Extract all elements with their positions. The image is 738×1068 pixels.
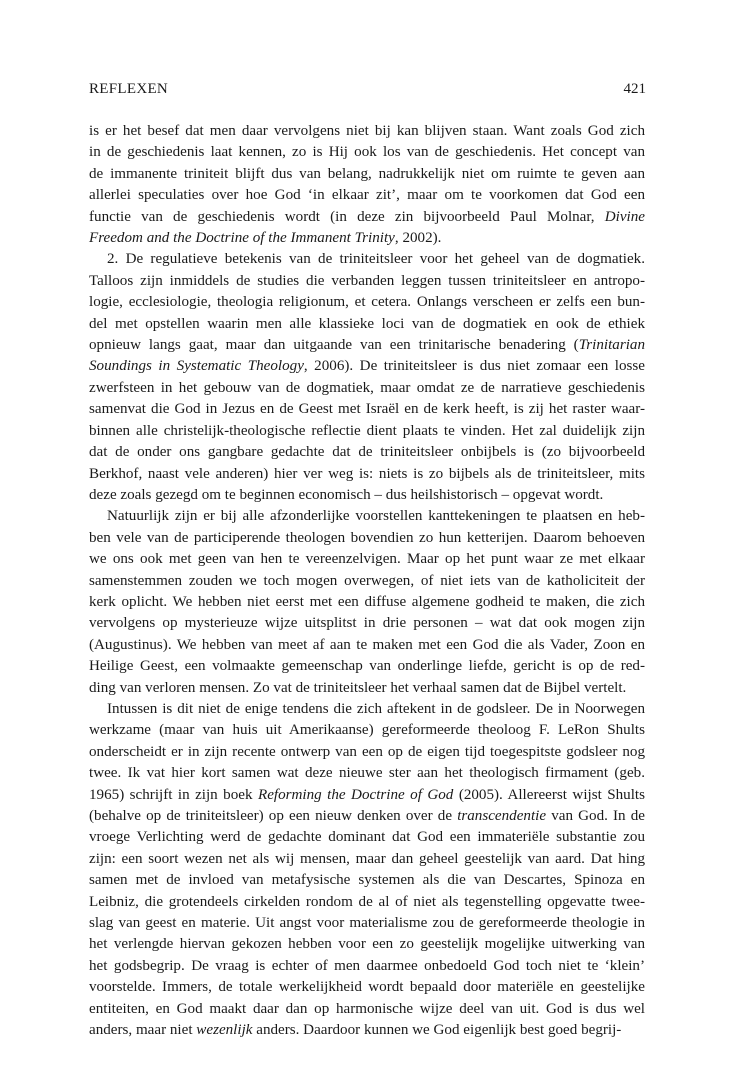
text-line <box>89 742 645 763</box>
text-segment: entiteiten, en God maakt daar dan op harmonische wijze deel van uit. God is dus wel <box>89 1000 645 1017</box>
text-line <box>89 228 645 249</box>
text-segment: Talloos zijn inmiddels de studies die verbanden leggen tussen triniteitsleer en antropo- <box>89 272 645 289</box>
text-segment: del met opstellen waarin men alle klassieke loci van de dogmatiek en ook de ethiek <box>89 315 645 332</box>
text-line <box>89 142 645 163</box>
text-line <box>89 185 645 206</box>
text-line <box>89 763 645 784</box>
text-line <box>89 506 645 527</box>
text-segment: Berkhof, naast vele anderen) hier ver weg is: niets is zo bijbels als de triniteitsleer, mits <box>89 465 645 482</box>
text-line <box>89 827 645 848</box>
text-segment: zwerfsteen in het gebouw van de dogmatiek, maar omdat ze de narratieve geschiedenis <box>89 379 645 396</box>
text-segment: samen met de invloed van metafysische systemen als die van Descartes, Spinoza en <box>89 872 645 889</box>
text-line <box>89 592 645 613</box>
text-line <box>89 549 645 570</box>
text-line <box>89 314 645 335</box>
text-segment: in de geschiedenis laat kennen, zo is Hij ook los van de geschiedenis. Het concept van <box>89 144 645 161</box>
text-segment: het verlengde hiervan gekozen hebben voor een zo geestelijk mogelijke uitwerking van <box>89 936 645 953</box>
italic-text: Trinitarian <box>578 337 645 354</box>
text-segment: samenstemmen zouden we toch mogen overwegen, of niet iets van de katholiciteit der <box>89 572 645 589</box>
text-segment: deze zoals gezegd om te beginnen economisch – dus heilshistorisch – opgevat wordt. <box>89 486 604 503</box>
running-head: REFLEXEN <box>89 81 169 97</box>
text-line <box>89 271 645 292</box>
text-segment: opnieuw langs gaat, maar dan uitgaande van een trinitarische benadering ( <box>89 337 579 354</box>
text-segment: Intussen is dit niet de enige tendens die zich aftekent in de godsleer. De in Noorwegen <box>107 700 645 717</box>
text-segment: is er het besef dat men daar vervolgens niet bij kan blijven staan. Want zoals God zich <box>89 123 645 139</box>
text-line <box>89 399 645 420</box>
body-text <box>89 121 645 1041</box>
text-line <box>89 164 645 185</box>
text-segment: vroege Verlichting werd de gedachte dominant dat God een immateriële substantie zou <box>89 829 645 846</box>
text-line <box>89 378 645 399</box>
paragraph <box>89 506 645 699</box>
text-line <box>89 678 645 699</box>
text-segment: (2005). Allereerst wijst Shults <box>453 786 645 803</box>
text-line <box>89 785 645 806</box>
text-line <box>89 806 645 827</box>
text-line <box>89 635 645 656</box>
text-segment: dat de onder ons gangbare gedachte dat de triniteitsleer onbijbels is (zo bijvoorbeeld <box>89 444 645 461</box>
text-line <box>89 249 645 270</box>
italic-text: wezenlijk <box>196 1022 253 1039</box>
text-segment: , 2002). <box>394 230 442 247</box>
text-line <box>89 934 645 955</box>
text-line <box>89 121 645 142</box>
text-line <box>89 335 645 356</box>
text-segment: het godsbegrip. De vraag is echter of men daarmee onbedoeld God toch niet te ‘klein’ <box>89 957 645 974</box>
text-line <box>89 977 645 998</box>
text-segment: de immanente triniteit blijft dus van belang, nadrukkelijk niet om ruimte te geven aan <box>89 165 645 182</box>
paragraph <box>89 699 645 1042</box>
text-segment: ding van verloren mensen. Zo vat de triniteitsleer het verhaal samen dat de Bijbel vertelt. <box>89 679 627 696</box>
text-line <box>89 913 645 934</box>
text-segment: van God. In de <box>546 808 645 824</box>
text-line <box>89 613 645 634</box>
text-line <box>89 571 645 592</box>
text-segment: zijn: een soort wezen net als wij mensen, maar dan geheel geestelijk van aard. Dat hing <box>89 850 645 867</box>
text-segment: Heilige Geest, een volmaakte gemeenschap van onderlinge liefde, gericht is op de red- <box>89 658 645 675</box>
text-segment: functie van de geschiedenis wordt (in deze zin bijvoorbeeld Paul Molnar, <box>89 208 605 225</box>
italic-text: Reforming the Doctrine of God <box>257 786 454 803</box>
text-segment: , 2006). De triniteitsleer is dus niet zomaar een losse <box>303 358 645 375</box>
text-segment: voorstelde. Immers, de totale werkelijkheid wordt bepaald door materiële en geestelijke <box>89 979 645 996</box>
text-segment: 1965) schrijft in zijn boek <box>89 786 258 803</box>
text-line <box>89 292 645 313</box>
text-segment: twee. Ik vat hier kort samen wat deze nieuwe ster aan het theologisch firmament (geb. <box>89 765 645 782</box>
text-line <box>89 892 645 913</box>
text-line <box>89 849 645 870</box>
text-line <box>89 656 645 677</box>
text-segment: slag van geest en materie. Uit angst voor materialisme zou de gereformeerde theologie in <box>89 915 645 932</box>
text-line <box>89 207 645 228</box>
text-segment: (Augustinus). We hebben van meet af aan te maken met een God die als Vader, Zoon en <box>89 636 645 653</box>
text-segment: samenvat die God in Jezus en de Geest met Israël en de kerk heeft, is zij het raster waar- <box>89 401 645 418</box>
text-line <box>89 1020 645 1041</box>
text-segment: ben vele van de participerende theologen bovendien zo hun ketterijen. Daarom behoeven <box>89 529 645 546</box>
text-line <box>89 421 645 442</box>
text-line <box>89 999 645 1020</box>
text-line <box>89 485 645 506</box>
text-segment: anders. Daardoor kunnen we God eigenlijk best goed begrij- <box>252 1022 622 1039</box>
text-segment: (behalve op de triniteitsleer) op een nieuw denken over de <box>89 808 458 824</box>
text-segment: anders, maar niet <box>89 1022 197 1039</box>
italic-text: Divine <box>604 208 645 225</box>
text-line <box>89 356 645 377</box>
text-segment: allerlei speculaties over hoe God ‘in elkaar zit’, maar om te voorkomen dat God een <box>89 187 645 204</box>
text-line <box>89 699 645 720</box>
text-line <box>89 442 645 463</box>
italic-text: transcendentie <box>457 808 547 824</box>
text-line <box>89 870 645 891</box>
text-line <box>89 956 645 977</box>
text-segment: vervolgens op mysterieuze wijze uitsplitst in drie personen – wat dat ook mogen zijn <box>89 615 645 632</box>
paragraph <box>89 121 645 249</box>
text-line <box>89 464 645 485</box>
text-segment: binnen alle christelijk-theologische reflectie dient plaats te vinden. Het zal duidelijk zijn <box>89 422 645 439</box>
text-segment: onderscheidt er in zijn recente ontwerp van een op de eigen tijd toegespitste godsleer nog <box>89 743 645 760</box>
text-segment: we ons ook met geen van hen te vereenzelvigen. Maar op het punt waar ze met elkaar <box>89 551 645 568</box>
paragraph <box>89 249 645 506</box>
text-segment: Natuurlijk zijn er bij alle afzonderlijke voorstellen kanttekeningen te plaatsen en heb- <box>107 508 645 525</box>
page-number: 421 <box>623 81 646 97</box>
text-line <box>89 720 645 741</box>
italic-text: Freedom and the Doctrine of the Immanent Trinity <box>89 230 395 247</box>
text-segment: kerk oplicht. We hebben niet eerst met een diffuse algemene godheid te maken, die zich <box>89 593 645 610</box>
italic-text: Soundings in Systematic Theology <box>89 358 304 375</box>
running-header <box>89 79 646 99</box>
text-segment: 2. De regulatieve betekenis van de triniteitsleer voor het geheel van de dogmatiek. <box>107 251 645 268</box>
text-line <box>89 528 645 549</box>
text-segment: Leibniz, die grotendeels cirkelden rondom de al of niet als tegenstelling opgevatte twee- <box>89 893 645 910</box>
text-segment: werkzame (maar van huis uit Amerikaanse) gereformeerde theoloog F. LeRon Shults <box>89 722 645 739</box>
text-segment: logie, ecclesiologie, theologia religionum, et cetera. Onlangs verscheen er zelfs een bun- <box>89 294 645 311</box>
